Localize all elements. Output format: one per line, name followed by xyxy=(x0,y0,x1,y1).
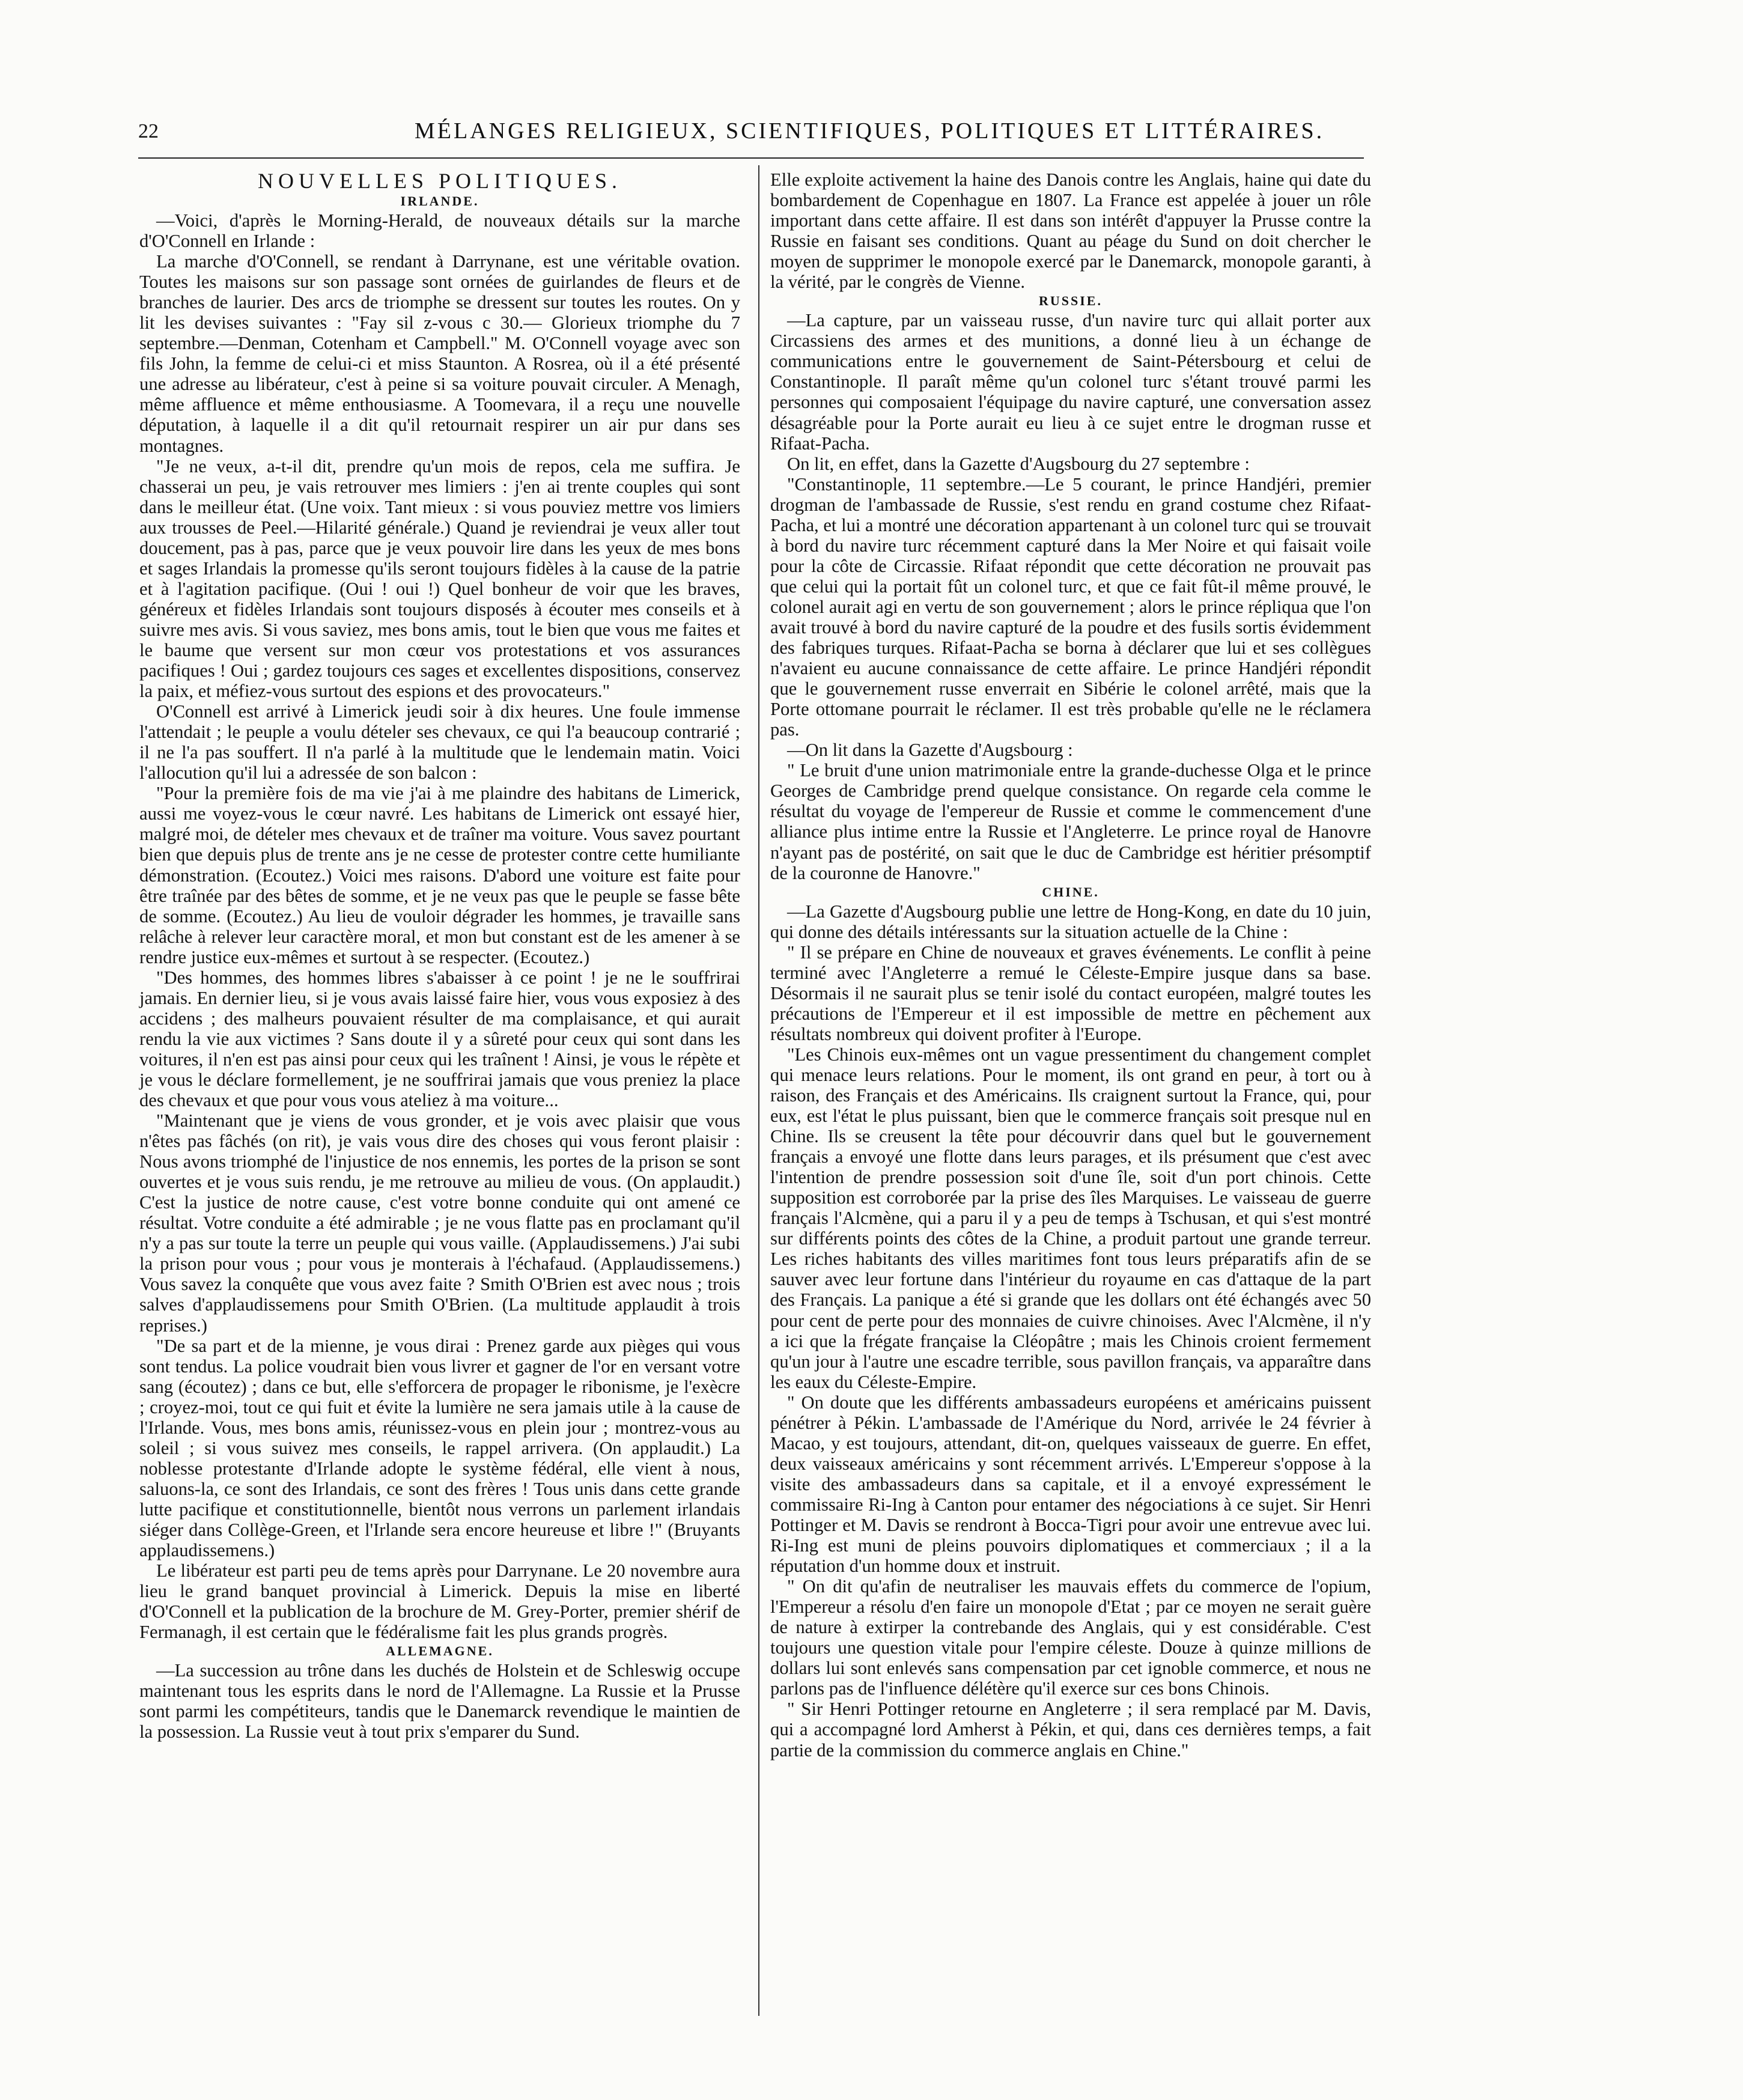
article-paragraph: —Voici, d'après le Morning-Herald, de nouveaux détails sur la marche d'O'Connell en Irlande : xyxy=(139,210,740,252)
article-paragraph: Le libérateur est parti peu de tems après pour Darrynane. Le 20 novembre aura lieu le grand banquet provincial à Limerick. Depuis la mise en liberté d'O'Connell et la publication de la brochure de M. Grey-Porter, premier shérif de Fermanagh, il est certain que le fédéralisme fait les plus grands progrès. xyxy=(139,1560,740,1643)
article-paragraph: " On doute que les différents ambassadeurs européens et américains puissent pénétrer à Pékin. L'ambassade de l'Amérique du Nord, arrivée le 24 février à Macao, y est toujours, attendant, dit-on, quelques vaisseaux de guerre. En effet, deux vaisseaux américains y sont récemment arrivés. L'Empereur s'oppose à la visite des ambassadeurs dans sa capitale, et il a envoyé expressément le commissaire Ri-Ing à Canton pour entamer des négociations à ce sujet. Sir Henri Pottinger et M. Davis se rendront à Bocca-Tigri pour avoir une entrevue avec lui. Ri-Ing est muni de pleins pouvoirs diplomatiques et commerciaux ; il a la réputation d'un homme doux et instruit. xyxy=(770,1392,1371,1577)
page-number: 22 xyxy=(138,120,159,142)
article-paragraph: —La Gazette d'Augsbourg publie une lettre de Hong-Kong, en date du 10 juin, qui donne des détails intéressants sur la situation actuelle de la Chine : xyxy=(770,901,1371,942)
article-paragraph: O'Connell est arrivé à Limerick jeudi soir à dix heures. Une foule immense l'attendait ; le peuple a voulu dételer ses chevaux, ce qui l'a beaucoup contrarié ; il ne l'a pas souffert. Il n'a parlé à la multitude que le lendemain matin. Voici l'allocution qu'il lui a adressée de son balcon : xyxy=(139,701,740,784)
article-paragraph: —La succession au trône dans les duchés de Holstein et de Schleswig occupe maintenant tous les esprits dans le nord de l'Allemagne. La Russie et la Prusse sont parmi les compétiteurs, tandis que le Danemarck revendique le maintien de la possession. La Russie veut à tout prix s'emparer du Sund. xyxy=(139,1660,740,1742)
article-paragraph: "Je ne veux, a-t-il dit, prendre qu'un mois de repos, cela me suffira. Je chasserai un peu, je vais retrouver mes limiers : j'en ai trente couples qui sont dans le meilleur état. (Une voix. Tant mieux : si vous pouviez mettre vos limiers aux trousses de Peel.—Hilarité générale.) Quand je reviendrai je veux aller tout doucement, pas à pas, parce que je veux pouvoir lire dans les yeux de mes bons et sages Irlandais la promesse qu'ils seront toujours fidèles à la cause de la patrie et à l'agitation pacifique. (Oui ! oui !) Quel bonheur de voir que les braves, généreux et fidèles Irlandais sont toujours disposés à écouter mes conseils et à suivre mes avis. Si vous saviez, mes bons amis, tout le bien que vous me faites et le baume que versent sur mon cœur vos protestations et vos assurances pacifiques ! Oui ; gardez toujours ces sages et excellentes dispositions, conservez la paix, et méfiez-vous surtout des espions et des provocateurs." xyxy=(139,455,740,702)
allemagne-heading: ALLEMAGNE. xyxy=(386,1643,494,1659)
section-title: NOUVELLES POLITIQUES. xyxy=(258,169,622,193)
article-paragraph: "Pour la première fois de ma vie j'ai à me plaindre des habitans de Limerick, aussi me voyez-vous le cœur navré. Les habitans de Limerick ont essayé hier, malgré moi, de dételer mes chevaux et de traîner ma voiture. Vous savez pourtant bien que depuis plus de trente ans je ne cesse de protester contre cette humiliante démonstration. (Ecoutez.) Voici mes raisons. D'abord une voiture est faite pour être traînée par des bêtes de somme, et je ne veux pas que le peuple se fasse bête de somme. (Ecoutez.) Au lieu de vouloir dégrader les hommes, je travaille sans relâche à relever leur caractère moral, et mon but constant est de les amener à se rendre justice eux-mêmes et surtout à se respecter. (Ecoutez.) xyxy=(139,783,740,967)
article-paragraph: "Maintenant que je viens de vous gronder, et je vois avec plaisir que vous n'êtes pas fâchés (on rit), je vais vous dire des choses qui vous feront plaisir : Nous avons triomphé de l'injustice de nos ennemis, les portes de la prison se sont ouvertes et je vous suis rendu, je me retrouve au milieu de vous. (On applaudit.) C'est la justice de notre cause, c'est votre bonne conduite qui ont amené ce résultat. Votre conduite a été admirable ; je ne vous flatte pas en proclamant qu'il n'y a pas sur toute la terre un peuple qui vous vaille. (Applaudissemens.) J'ai subi la prison pour vous ; pour vous je monterais à l'échafaud. (Applaudissemens.) Vous savez la conquête que vous avez faite ? Smith O'Brien est avec nous ; trois salves d'applaudissemens pour Smith O'Brien. (La multitude applaudit à trois reprises.) xyxy=(139,1110,740,1336)
article-paragraph: " On dit qu'afin de neutraliser les mauvais effets du commerce de l'opium, l'Empereur a résolu d'en faire un monopole d'Etat ; par ce moyen ne serait guère de nature à extirper la contrebande des Anglais, qui y est considérable. C'est toujours une question vitale pour l'empire céleste. Douze à quinze millions de dollars lui sont enlevés sans compensation par cet ignoble commerce, et nous ne parlons pas de l'influence délétère qu'il exerce sur ces bons Chinois. xyxy=(770,1576,1371,1699)
article-paragraph: On lit, en effet, dans la Gazette d'Augsbourg du 27 septembre : xyxy=(787,453,1250,474)
right-column xyxy=(770,169,1371,1761)
left-column xyxy=(139,169,740,1742)
article-paragraph: " Le bruit d'une union matrimoniale entre la grande-duchesse Olga et le prince Georges de Cambridge prend quelque consistance. On regarde cela comme le résultat du voyage de l'empereur de Russie et comme le commencement d'une alliance plus intime entre la Russie et l'Angleterre. Le prince royal de Hanovre n'ayant pas de postérité, on sait que le duc de Cambridge est héritier présomptif de la couronne de Hanovre." xyxy=(770,760,1371,883)
article-paragraph: "Constantinople, 11 septembre.—Le 5 courant, le prince Handjéri, premier drogman de l'ambassade de Russie, s'est rendu en grand costume chez Rifaat-Pacha, et lui a montré une décoration appartenant à un colonel turc qui se trouvait à bord du navire turc récemment capturé dans la Mer Noire et qui faisait voile pour la côte de Circassie. Rifaat répondit que cette décoration ne prouvait pas que celui qui la portait fût un colonel turc, et que ce fait fût-il même prouvé, le colonel aurait agi en vertu de son gouvernement ; alors le prince répliqua que l'on avait trouvé à bord du navire capturé de la poudre et des fusils sortis évidemment des fabriques turques. Rifaat-Pacha se borna à déclarer que lui et ses collègues n'avaient eu aucune connaissance de cette affaire. Le prince Handjéri répondit que le gouvernement russe enverrait en Sibérie le colonel arrêté, mais que la Porte ottomane pourrait le réclamer. Il est très probable qu'elle ne le réclamera pas. xyxy=(770,473,1371,740)
article-paragraph: "De sa part et de la mienne, je vous dirai : Prenez garde aux pièges qui vous sont tendus. La police voudrait bien vous livrer et gagner de l'or en versant votre sang (écoutez) ; dans ce but, elle s'efforcera de propager le ribonisme, je l'exècre ; croyez-moi, tout ce qui fuit et évite la lumière ne sera jamais utile à la cause de l'Irlande. Vous, mes bons amis, réunissez-vous en plein jour ; montrez-vous au soleil ; si vous suivez mes conseils, le rappel arrivera. (On applaudit.) La noblesse protestante d'Irlande adopte le système fédéral, elle vient à nous, saluons-la, ce sont des Irlandais, ce sont des frères ! Tous unis dans cette grande lutte pacifique et constitutionnelle, bientôt nous verrons un parlement irlandais siéger dans Collège-Green, et l'Irlande sera encore heureuse et libre !" (Bruyants applaudissemens.) xyxy=(139,1335,740,1561)
article-paragraph: "Les Chinois eux-mêmes ont un vague pressentiment du changement complet qui menace leurs relations. Pour le moment, ils ont grand en peur, à tort ou à raison, des Français et des Américains. Ils craignent surtout la France, qui, pour eux, est l'état le plus puissant, bien que le commerce français soit presque nul en Chine. Ils se creusent la tête pour découvrir dans quel but le gouvernement français a envoyé une flotte dans leurs parages, et ils présument que c'est avec l'intention de prendre possession soit d'une île, soit d'un port chinois. Cette supposition est corroborée par la prise des îles Marquises. Le vaisseau de guerre français l'Alcmène, qui a paru il y a peu de temps à Tschusan, et qui s'est montré sur différents points des côtes de la Chine, a produit partout une grande terreur. Les riches habitants des villes maritimes font tous leurs préparatifs afin de se sauver avec leur fortune dans l'intérieur du royaume en cas d'attaque de la part des Français. La panique a été si grande que les dollars ont été échangés avec 50 pour cent de perte pour des monnaies de cuivre chinoises. Avec l'Alcmène, il n'y a ici que la frégate française la Cléopâtre ; mais les Chinois croient fermement qu'un jour à l'autre une escadre terrible, sous pavillon français, va apparaître dans les eaux du Céleste-Empire. xyxy=(770,1044,1371,1392)
article-paragraph: " Il se prépare en Chine de nouveaux et graves événements. Le conflit à peine terminé avec l'Angleterre a remué le Céleste-Empire jusque dans sa base. Désormais il ne saurait plus se tenir isolé du contact européen, malgré toutes les précautions de l'Empereur et il est impossible de mettre en pêchement aux résultats nombreux qui doivent profiter à l'Europe. xyxy=(770,942,1371,1044)
article-paragraph: La marche d'O'Connell, se rendant à Darrynane, est une véritable ovation. Toutes les maisons sur son passage sont ornées de guirlandes de fleurs et de branches de laurier. Des arcs de triomphe se dressent sur toutes les routes. On y lit les devises suivantes : "Fay sil z-vous c 30.— Glorieux triomphe du 7 septembre.—Denman, Cotenham et Campbell." M. O'Connell voyage avec son fils John, la femme de celui-ci et miss Staunton. A Rosrea, où il a été présenté une adresse au libérateur, c'est à peine si sa voiture pouvait circuler. A Menagh, même affluence et même enthousiasme. A Toomevara, il a reçu une nouvelle députation, à laquelle il a dit qu'il retournait respirer un air pur dans ses montagnes. xyxy=(139,251,740,456)
column-divider xyxy=(758,165,759,2016)
article-paragraph: Elle exploite activement la haine des Danois contre les Anglais, haine qui date du bombardement de Copenhague en 1807. La France est appelée à jouer un rôle important dans cette affaire. Il est dans son intérêt d'appuyer la Prusse contre la Russie en faisant ses conditions. Quant au péage du Sund on doit chercher le moyen de supprimer le monopole exercé par le Danemarck, monopole garanti, à la vérité, par le congrès de Vienne. xyxy=(770,169,1371,293)
irlande-heading: IRLANDE. xyxy=(400,193,479,208)
header-rule xyxy=(138,157,1364,159)
article-paragraph: —La capture, par un vaisseau russe, d'un navire turc qui allait porter aux Circassiens des armes et des munitions, a donné lieu à un échange de communications entre le gouvernement de Saint-Pétersbourg et celui de Constantinople. Il paraît même qu'un colonel turc s'étant trouvé parmi les personnes qui composaient l'équipage du navire capturé, une conversation assez désagréable pour la Porte aurait eu lieu à ce sujet entre le drogman russe et Rifaat-Pacha. xyxy=(770,310,1371,454)
article-paragraph: " Sir Henri Pottinger retourne en Angleterre ; il sera remplacé par M. Davis, qui a accompagné lord Amherst à Pékin, et qui, dans ces dernières temps, a fait partie de la commission du commerce anglais en Chine." xyxy=(770,1699,1371,1761)
russie-heading: RUSSIE. xyxy=(1039,293,1103,309)
journal-title: MÉLANGES RELIGIEUX, SCIENTIFIQUES, POLITIQUES ET LITTÉRAIRES. xyxy=(415,118,1325,144)
page-header xyxy=(138,120,1364,156)
article-paragraph: —On lit dans la Gazette d'Augsbourg : xyxy=(787,740,1073,761)
chine-heading: CHINE. xyxy=(1042,884,1100,899)
article-paragraph: "Des hommes, des hommes libres s'abaisser à ce point ! je ne le souffrirai jamais. En dernier lieu, si je vous avais laissé faire hier, vous vous exposiez à des accidens ; des malheurs pouvaient résulter de ma complaisance, et qui aurait rendu la vie aux victimes ? Sans doute il y a sûreté pour ceux qui sont dans les voitures, il n'en est pas ainsi pour ceux qui les traînent ! Ainsi, je vous le répète et je vous le déclare formellement, je ne souffrirai jamais que vous preniez la place des chevaux et que pour vous vous ateliez à ma voiture... xyxy=(139,967,740,1111)
